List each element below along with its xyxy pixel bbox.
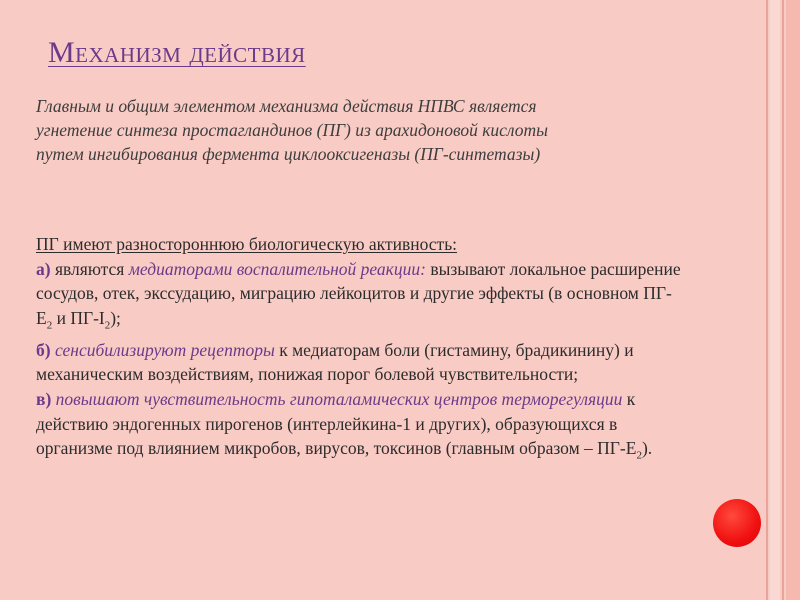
slide-title: Механизм действия	[48, 36, 306, 69]
decor-stripe	[782, 0, 784, 600]
item-a-text: вызывают локальное расширение сосудов, отек, экссудацию, миграцию лейкоцитов и другие эффекты (в основном ПГ-Е	[36, 258, 681, 328]
item-c	[36, 387, 686, 468]
item-a-verb: являются	[54, 258, 125, 279]
item-a-end: );	[110, 307, 121, 328]
item-a-sub1: 2	[46, 319, 53, 332]
red-circle-decoration	[713, 499, 761, 547]
intro-paragraph: Главным и общим элементом механизма действия НПВС является угнетение синтеза простагландинов (ПГ) из арахидоновой кислоты путем ингибирования фермента циклооксигеназы (ПГ-синтетазы)	[36, 96, 549, 164]
decor-stripe	[770, 0, 780, 600]
item-b-emphasis: сенсибилизируют рецепторы	[54, 339, 275, 360]
item-c-emphasis: повышают чувствительность гипоталамических центров терморегуляции	[55, 389, 623, 410]
item-a	[36, 257, 686, 338]
item-a-marker: а)	[36, 258, 51, 279]
decor-stripe	[766, 0, 768, 600]
item-c-sub: 2	[636, 449, 642, 462]
item-b-text: к медиаторам боли (гистамину, брадикинину) и механическим воздействиям, понижая порог болевой чувствительности;	[36, 339, 634, 385]
item-b-marker: б)	[36, 339, 51, 360]
item-c-end: ).	[641, 438, 653, 459]
decor-stripe	[786, 0, 800, 600]
activity-lead: ПГ имеют разностороннюю биологическую активность:	[36, 234, 458, 254]
item-b	[36, 338, 686, 387]
item-c-marker: в)	[36, 389, 52, 410]
item-a-sub2: 2	[104, 319, 111, 332]
activity-body	[36, 232, 686, 468]
item-a-mid: и ПГ-I	[52, 307, 105, 328]
item-c-text: к действию эндогенных пирогенов (интерлейкина-1 и других), образующихся в организме под влиянием микробов, вирусов, токсинов (главным образом – ПГ-Е	[36, 389, 637, 459]
item-a-emphasis: медиаторами воспалительной реакции:	[128, 258, 426, 279]
